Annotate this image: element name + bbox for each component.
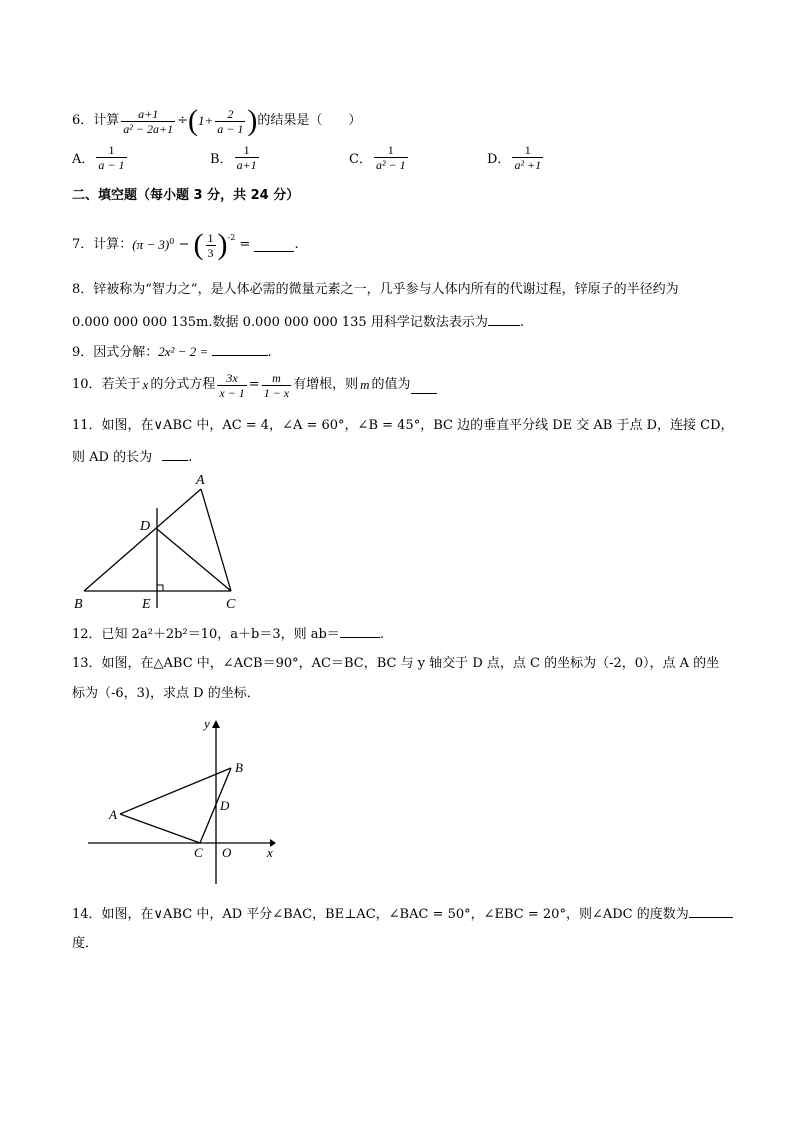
q10-answer-blank[interactable] bbox=[411, 381, 437, 394]
q9-expression: 2x² − 2 = bbox=[158, 344, 212, 359]
q12-end: . bbox=[379, 627, 384, 642]
option-numerator: 1 bbox=[108, 143, 115, 157]
question-8-line-2 bbox=[72, 313, 524, 331]
label-o: O bbox=[222, 845, 232, 860]
q10-f2-denominator: 1 − x bbox=[263, 385, 290, 400]
q14-line-1-text: 14．如图，在∨ABC 中，AD 平分∠BAC，BE⊥AC，∠BAC = 50°，∠EBC = 20°，则∠ADC 的度数为 bbox=[72, 907, 689, 922]
segment-ab bbox=[84, 489, 201, 591]
option-label: B． bbox=[210, 152, 233, 167]
option-label: A． bbox=[72, 152, 95, 167]
label-x: x bbox=[267, 845, 273, 860]
option-fraction bbox=[235, 143, 259, 172]
q6-frac2-denominator: a − 1 bbox=[217, 121, 244, 136]
segment-ac bbox=[120, 814, 200, 843]
label-c: C bbox=[226, 597, 236, 612]
figure-q11-triangle bbox=[60, 468, 270, 618]
q9-prefix: 9．因式分解： bbox=[72, 345, 159, 360]
option-denominator: a² +1 bbox=[514, 158, 542, 172]
q7-equals: = bbox=[235, 237, 255, 252]
label-c: C bbox=[194, 845, 203, 860]
option-denominator: a² − 1 bbox=[375, 158, 406, 172]
q10-mid: 的分式方程 bbox=[150, 377, 216, 392]
q6-left-paren: ( bbox=[187, 104, 198, 137]
right-angle-mark bbox=[157, 585, 163, 591]
q10-prefix: 10．若关于 bbox=[72, 377, 141, 392]
q7-prefix: 7．计算： bbox=[72, 237, 133, 252]
figure-q13-coordinate-plane bbox=[84, 712, 284, 887]
question-14-line-1 bbox=[72, 905, 733, 923]
q9-answer-blank[interactable] bbox=[212, 343, 268, 356]
label-e: E bbox=[142, 597, 151, 612]
y-axis-arrow-icon bbox=[212, 720, 220, 728]
q12-answer-blank[interactable] bbox=[340, 625, 380, 638]
segment-ac bbox=[201, 489, 231, 591]
option-fraction bbox=[512, 143, 543, 172]
option-numerator: 1 bbox=[524, 143, 531, 157]
option-label: D． bbox=[487, 152, 511, 167]
q10-f2-numerator: m bbox=[272, 370, 281, 385]
q7-end: . bbox=[294, 237, 299, 252]
question-6 bbox=[72, 104, 361, 138]
q6-right-paren: ) bbox=[247, 104, 258, 137]
q7-answer-blank[interactable] bbox=[254, 239, 294, 252]
option-fraction bbox=[374, 143, 408, 172]
option-denominator: a − 1 bbox=[98, 158, 125, 172]
q10-equals: = bbox=[248, 377, 260, 392]
label-a: A bbox=[109, 807, 117, 822]
q6-one-plus: 1+ bbox=[197, 113, 214, 128]
q7-exp2: -2 bbox=[227, 233, 236, 242]
question-8-line-1: 8．锌被称为“智力之”，是人体必需的微量元素之一，几乎参与人体内所有的代谢过程，锌原子的半径约为 bbox=[72, 282, 679, 297]
q6-frac1-numerator: a+1 bbox=[138, 106, 159, 121]
q7-right-paren: ) bbox=[217, 228, 228, 261]
q7-minus: − bbox=[174, 237, 194, 252]
option-fraction bbox=[96, 143, 126, 172]
q7-exp1: 0 bbox=[169, 237, 175, 246]
segment-cd bbox=[157, 529, 231, 591]
q9-end: . bbox=[267, 345, 272, 360]
q6-fraction-1 bbox=[121, 107, 175, 136]
question-13-line-1: 13．如图，在△ABC 中，∠ACB＝90°，AC＝BC，BC 与 y 轴交于 D 点，点 C 的坐标为（-2，0），点 A 的坐 bbox=[72, 656, 720, 671]
option-numerator: 1 bbox=[243, 143, 250, 157]
question-11-line-1: 11．如图，在∨ABC 中，AC = 4，∠A = 60°，∠B = 45°，BC 边的垂直平分线 DE 交 AB 于点 D，连接 CD， bbox=[72, 418, 734, 433]
q6-option-d bbox=[487, 143, 545, 172]
question-12 bbox=[72, 625, 384, 643]
label-a: A bbox=[196, 473, 205, 488]
q14-answer-blank[interactable] bbox=[689, 905, 733, 918]
question-11-line-2 bbox=[72, 448, 192, 466]
question-7 bbox=[72, 228, 299, 262]
q10-f1-numerator: 3x bbox=[226, 370, 238, 385]
question-13-line-2: 标为（-6，3)，求点 D 的坐标． bbox=[72, 686, 260, 701]
q7-fraction bbox=[206, 231, 216, 260]
label-b: B bbox=[74, 597, 83, 612]
q6-divide-sign: ÷ bbox=[177, 113, 188, 128]
option-numerator: 1 bbox=[387, 143, 394, 157]
q8-line-2-text: 0.000 000 000 135m.数据 0.000 000 000 135 用科学记数法表示为 bbox=[72, 315, 488, 330]
question-10 bbox=[72, 368, 437, 402]
q7-expr1: (π − 3) bbox=[132, 237, 170, 252]
label-y: y bbox=[204, 716, 210, 731]
q7-left-paren: ( bbox=[193, 228, 204, 261]
q7-denominator: 3 bbox=[207, 245, 214, 260]
q10-fraction-1 bbox=[217, 371, 246, 400]
q6-frac2-numerator: 2 bbox=[227, 106, 234, 121]
question-14-line-2: 度． bbox=[72, 936, 99, 951]
q7-numerator: 1 bbox=[207, 230, 214, 245]
q6-suffix: 的结果是（ ） bbox=[257, 113, 362, 128]
q11-answer-blank[interactable] bbox=[162, 448, 188, 461]
option-label: C． bbox=[349, 152, 372, 167]
q6-fraction-2 bbox=[215, 107, 245, 136]
q6-option-b bbox=[210, 143, 261, 172]
q10-suffix-2: 的值为 bbox=[371, 377, 411, 392]
label-b: B bbox=[235, 760, 243, 775]
q10-fraction-2 bbox=[262, 371, 291, 400]
q10-suffix-1: 有增根，则 bbox=[293, 377, 359, 392]
q8-end: . bbox=[519, 315, 524, 330]
q10-f1-denominator: x − 1 bbox=[219, 385, 245, 400]
section-2-heading: 二、填空题（每小题 3 分，共 24 分） bbox=[72, 188, 300, 203]
q10-var-m: m bbox=[360, 377, 370, 392]
q6-prefix: 6．计算 bbox=[72, 113, 120, 128]
q12-text: 12．已知 2a²＋2b²＝10，a＋b＝3，则 ab＝ bbox=[72, 627, 340, 642]
q8-answer-blank[interactable] bbox=[488, 313, 520, 326]
option-denominator: a+1 bbox=[236, 158, 257, 172]
q6-option-a bbox=[72, 143, 129, 172]
q6-option-c bbox=[349, 143, 410, 172]
question-9 bbox=[72, 343, 272, 361]
label-d: D bbox=[220, 798, 230, 813]
q6-frac1-denominator: a² − 2a+1 bbox=[123, 121, 174, 136]
q11-line-2-text: 则 AD 的长为 bbox=[72, 450, 153, 465]
label-d: D bbox=[140, 519, 151, 534]
q11-end: . bbox=[188, 450, 193, 465]
q10-var-x: x bbox=[142, 377, 149, 392]
